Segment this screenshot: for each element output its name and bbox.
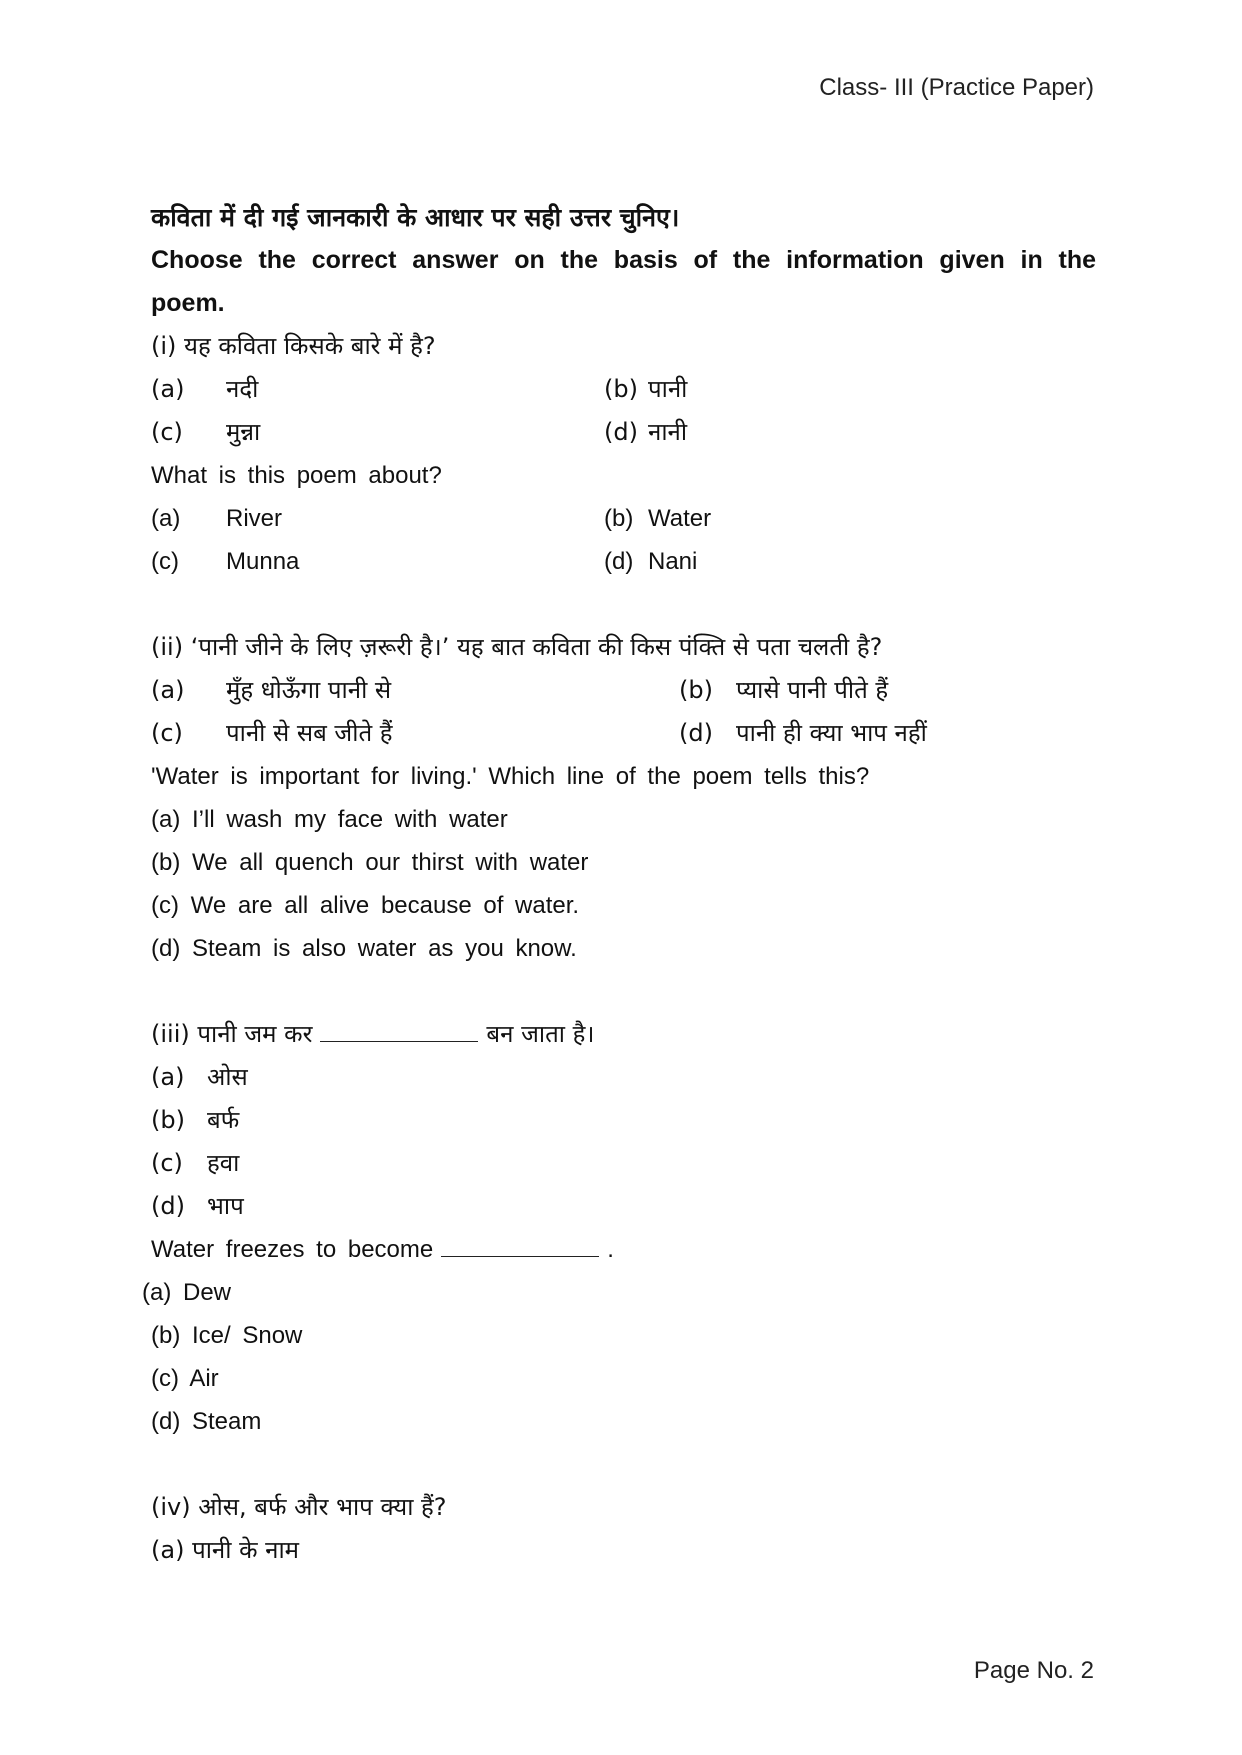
option: (d) Nani: [604, 548, 698, 575]
option: (d) नानी: [604, 418, 688, 446]
question-content: [142, 196, 1096, 1572]
option: (b) प्यासे पानी पीते हैं: [679, 676, 889, 704]
q2-english-option: (b) We all quench our thirst with water: [151, 849, 589, 876]
q3-english-option: (b) Ice/ Snow: [151, 1322, 303, 1349]
q3-english-option: (a) Dew: [142, 1279, 232, 1306]
q2-english: 'Water is important for living.' Which line of the poem tells this?: [151, 763, 870, 790]
q4-hindi: (iv) ओस, बर्फ और भाप क्या हैं?: [151, 1493, 447, 1521]
page-number: Page No. 2: [973, 1657, 1094, 1684]
fill-blank: [320, 1019, 478, 1042]
q2-english-option: (a) I’ll wash my face with water: [151, 806, 508, 833]
option: (a) मुँह धोऊँगा पानी से: [151, 676, 392, 704]
q1-hindi-options-row-2: [151, 411, 1096, 454]
q3-hindi: (iii) पानी जम कर बन जाता है।: [151, 1020, 595, 1048]
option: (c) पानी से सब जीते हैं: [151, 719, 393, 747]
fill-blank: [441, 1234, 599, 1257]
q2-hindi: (ii) ‘पानी जीने के लिए ज़रूरी है।’ यह बात कविता की किस पंक्ति से पता चलती है?: [151, 633, 883, 661]
q4-hindi-option: (a) पानी के नाम: [151, 1536, 300, 1564]
option: (a) नदी: [151, 375, 259, 403]
q1-english-options-row-2: [151, 540, 1096, 583]
option: (b) बर्फ: [151, 1106, 240, 1134]
q2-hindi-options-row-2: [151, 712, 1096, 755]
option: (c) मुन्ना: [151, 418, 261, 446]
q3-english-option: (d) Steam: [151, 1408, 262, 1435]
option: (d) पानी ही क्या भाप नहीं: [679, 719, 927, 747]
option: (b) पानी: [604, 375, 688, 403]
q3-english-option: (c) Air: [151, 1365, 219, 1392]
q3-english: Water freezes to become .: [151, 1236, 614, 1263]
page-header: Class- III (Practice Paper): [819, 74, 1094, 101]
q1-english-options-row-1: [151, 497, 1096, 540]
instruction-hindi: कविता में दी गई जानकारी के आधार पर सही उत्तर चुनिए।: [151, 203, 680, 232]
option: (c) हवा: [151, 1149, 240, 1177]
q1-hindi-options-row-1: [151, 368, 1096, 411]
option: (c) Munna: [151, 548, 300, 575]
option: (a) River: [151, 505, 283, 532]
q2-english-option: (d) Steam is also water as you know.: [151, 935, 577, 962]
q2-hindi-options-row-1: [151, 669, 1096, 712]
q1-hindi: (i) यह कविता किसके बारे में है?: [151, 332, 436, 360]
q1-english: What is this poem about?: [151, 462, 442, 489]
option: (d) भाप: [151, 1192, 244, 1220]
option: (b) Water: [604, 505, 712, 532]
instruction-english: Choose the correct answer on the basis of the information given in the poem.: [151, 246, 1096, 317]
q2-english-option: (c) We are all alive because of water.: [151, 892, 580, 919]
option: (a) ओस: [151, 1063, 248, 1091]
